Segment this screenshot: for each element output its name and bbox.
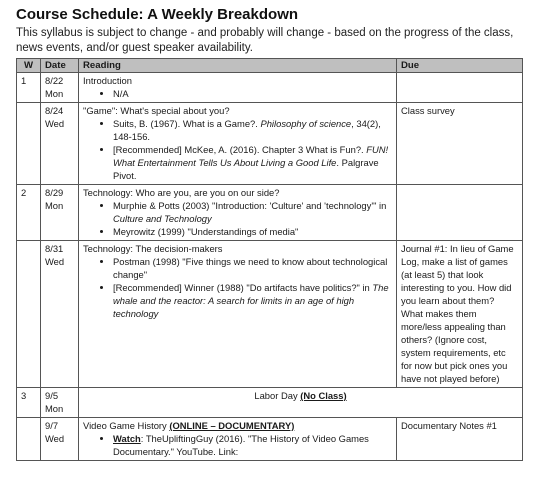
table-row [17,388,523,418]
date: 9/5 [45,390,59,401]
date-cell [41,103,79,185]
weekday: Wed [45,118,65,129]
labor-day-cell [79,388,523,418]
reading-heading [83,419,392,432]
reading-heading: Technology: The decision-makers [83,243,223,254]
reading-cell [79,185,397,241]
heading-text: Video Game History [83,420,170,431]
due-cell [397,185,523,241]
date: 9/7 [45,420,59,431]
reading-item: • Meyrowitz (1999) "Understandings of media" [113,225,392,238]
week-cell: 2 [17,185,41,241]
table-row [17,418,523,461]
reading-item: • Postman (1998) "Five things we need to know about technological change" [113,255,392,281]
weekday: Mon [45,88,64,99]
citation-text: Suits, B. (1967). What is a Game?. [113,118,261,129]
date: 8/22 [45,75,64,86]
due-cell: Class survey [397,103,523,185]
weekday: Mon [45,200,64,211]
reading-cell [79,73,397,103]
page-title: Course Schedule: A Weekly Breakdown [16,6,299,23]
citation-text: [Recommended] McKee, A. (2016). Chapter 3 What is Fun?. [113,144,367,155]
schedule-table [16,58,523,461]
reading-item [113,199,392,225]
date-cell [41,241,79,388]
header-reading: Reading [79,59,397,73]
week-cell [17,103,41,185]
citation-text: , 34(2), 148-156. [113,118,381,142]
reading-cell [79,103,397,185]
reading-cell [79,418,397,461]
citation-source: The whale and the reactor: A search for limits in an age of high technology [113,282,389,319]
reading-heading: Technology: Who are you, are you on our side? [83,187,280,198]
citation-text: : TheUpliftingGuy (2016). "The History of Video Games Documentary." YouTube. Link: [113,433,369,457]
reading-item [113,281,392,320]
due-cell [397,73,523,103]
weekday: Mon [45,403,64,414]
week-cell [17,418,41,461]
reading-item [113,117,392,143]
weekday: Wed [45,433,65,444]
week-cell: 1 [17,73,41,103]
week-cell: 3 [17,388,41,418]
header-week: W [17,59,41,73]
due-cell: Documentary Notes #1 [397,418,523,461]
table-header-row [17,59,523,73]
online-documentary-label: (ONLINE – DOCUMENTARY) [169,420,295,431]
week-cell [17,241,41,388]
reading-item: • N/A [113,87,392,100]
holiday-label: Labor Day [254,390,301,401]
reading-item [113,143,392,182]
table-row [17,103,523,185]
date-cell [41,418,79,461]
date-cell [41,185,79,241]
syllabus-note: This syllabus is subject to change - and probably will change - based on the progress of the class, news events, and/or guest speaker availability. [16,27,514,54]
citation-source: Philosophy of science [260,118,352,129]
date: 8/31 [45,243,64,254]
table-row [17,185,523,241]
date-cell [41,73,79,103]
no-class-note: (No Class) [300,390,347,401]
reading-heading: "Game": What's special about you? [83,105,230,116]
header-date: Date [41,59,79,73]
citation-text: Murphie & Potts (2003) "Introduction: 'Culture' and 'technology'" in [113,200,387,211]
weekday: Wed [45,256,65,267]
date: 8/24 [45,105,64,116]
table-row [17,73,523,103]
date: 8/29 [45,187,64,198]
reading-heading: Introduction [83,75,132,86]
due-cell: Journal #1: In lieu of Game Log, make a list of games (at least 5) that look interesting to you. How did you learn about them? What makes them more/less appealing than others? (Ignore cost, system requirements, etc for now but pick ones you have not played before) [397,241,523,388]
date-cell [41,388,79,418]
citation-text: [Recommended] Winner (1988) "Do artifacts have politics?" in [113,282,373,293]
header-due: Due [397,59,523,73]
reading-item [113,432,392,458]
table-row [17,241,523,388]
watch-label: Watch [113,433,141,444]
citation-source: FUN! What Entertainment Tells Us About Living a Good Life [113,144,389,168]
citation-source: Culture and Technology [113,213,212,224]
reading-cell [79,241,397,388]
citation-text: . Palgrave Pivot. [113,157,379,181]
